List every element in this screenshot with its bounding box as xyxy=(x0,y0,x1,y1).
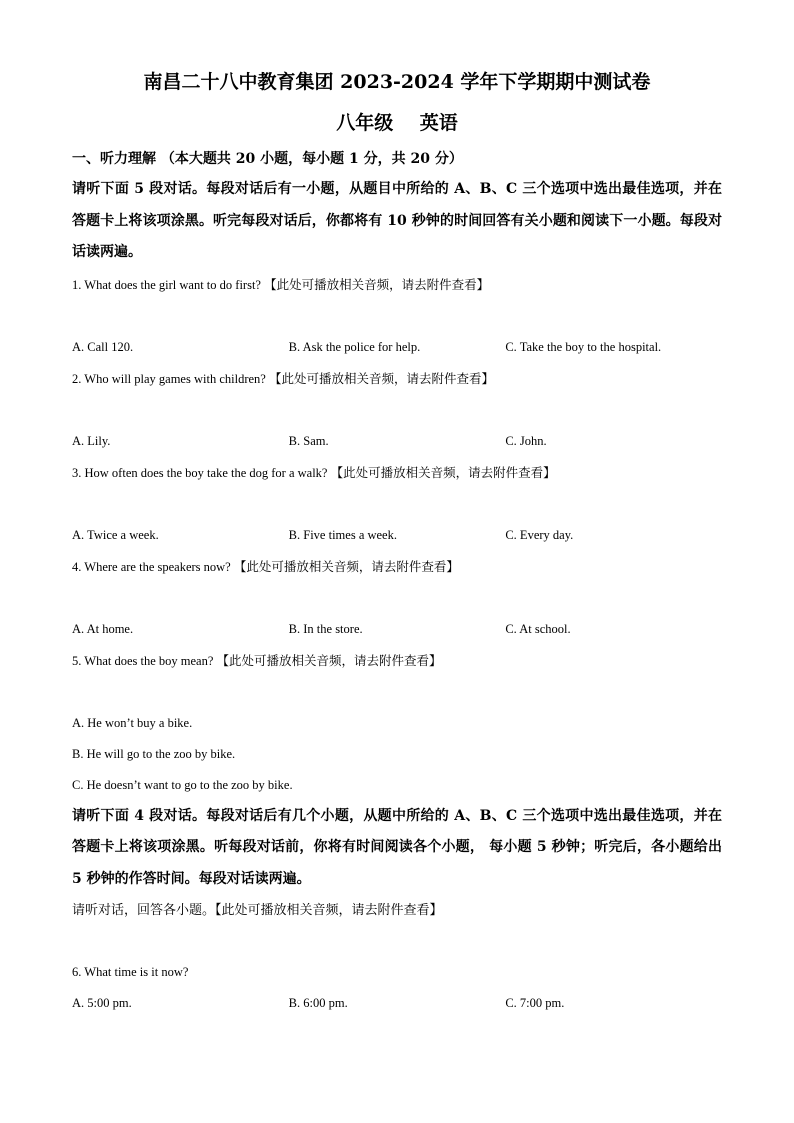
option-row xyxy=(72,988,722,1019)
audio-note: 【此处可播放相关音频，请去附件查看】 xyxy=(264,276,490,292)
option-row xyxy=(72,426,722,457)
option-a: A. At home. xyxy=(72,621,134,636)
listen-note: 请听对话，回答各小题。【此处可播放相关音频，请去附件查看】 xyxy=(72,903,443,918)
question-stem xyxy=(72,457,722,489)
option-c: C. He doesn’t want to go to the zoo by bike. xyxy=(72,777,293,792)
question-stem xyxy=(72,645,722,677)
exam-title: 南昌二十八中教育集团 2023-2024 学年下学期期中测试卷 xyxy=(143,71,651,93)
section-instruction-part2: 请听下面 4 段对话。每段对话后有几个小题，从题中所给的 A、B、C 三个选项中选出最佳选项，并在答题卡上将该项涂黑。听每段对话前，你将有时间阅读各个小题， 每小题 5 秒钟；听完后，各小题给出 5 秒钟的作答时间。每段对话读两遍。 xyxy=(72,807,722,887)
option-a: A. Twice a week. xyxy=(72,527,159,542)
option-a: A. Lily. xyxy=(72,433,111,448)
question-stem xyxy=(72,551,722,583)
option-c: C. John. xyxy=(505,433,547,448)
option-a: A. Call 120. xyxy=(72,339,134,354)
option-row xyxy=(72,614,722,645)
answer-gap xyxy=(72,395,722,426)
audio-note: 【此处可播放相关音频，请去附件查看】 xyxy=(268,370,494,386)
option-row xyxy=(72,520,722,551)
option-b: B. He will go to the zoo by bike. xyxy=(72,746,236,761)
option-a: A. 5:00 pm. xyxy=(72,996,132,1010)
answer-gap xyxy=(72,583,722,614)
question-text: 1. What does the girl want to do first? xyxy=(72,277,261,292)
question-stem: 6. What time is it now? xyxy=(72,965,189,979)
option-row xyxy=(72,332,722,363)
audio-note: 【此处可播放相关音频，请去附件查看】 xyxy=(330,464,556,480)
audio-note: 【此处可播放相关音频，请去附件查看】 xyxy=(233,558,459,574)
audio-note: 【此处可播放相关音频，请去附件查看】 xyxy=(216,652,442,668)
option-b: B. Five times a week. xyxy=(288,527,397,542)
option-a: A. He won’t buy a bike. xyxy=(72,715,193,730)
exam-page xyxy=(72,62,722,1019)
option-c: C. 7:00 pm. xyxy=(505,996,565,1010)
answer-gap xyxy=(72,301,722,332)
answer-gap xyxy=(72,489,722,520)
question-text: 3. How often does the boy take the dog for a walk? xyxy=(72,465,328,480)
question-stem xyxy=(72,363,722,395)
option-b: B. In the store. xyxy=(288,621,363,636)
answer-gap xyxy=(72,677,722,708)
option-c: C. At school. xyxy=(505,621,571,636)
option-c: C. Every day. xyxy=(505,527,574,542)
exam-subtitle: 八年级 英语 xyxy=(336,112,458,134)
question-text: 4. Where are the speakers now? xyxy=(72,559,231,574)
section-instruction: 请听下面 5 段对话。每段对话后有一小题，从题目中所给的 A、B、C 三个选项中选出最佳选项，并在答题卡上将该项涂黑。听完每段对话后，你都将有 10 秒钟的时间回答有关小题和阅读下一小题。每段对话读两遍。 xyxy=(72,181,722,260)
option-b: B. 6:00 pm. xyxy=(288,996,348,1010)
question-text: 2. Who will play games with children? xyxy=(72,371,266,386)
question-stem xyxy=(72,269,722,301)
section-heading-listening: 一、听力理解 （本大题共 20 小题，每小题 1 分，共 20 分） xyxy=(72,151,463,167)
answer-gap xyxy=(72,926,722,957)
option-b: B. Ask the police for help. xyxy=(288,339,421,354)
question-text: 5. What does the boy mean? xyxy=(72,653,214,668)
option-b: B. Sam. xyxy=(288,433,329,448)
option-c: C. Take the boy to the hospital. xyxy=(505,339,662,354)
